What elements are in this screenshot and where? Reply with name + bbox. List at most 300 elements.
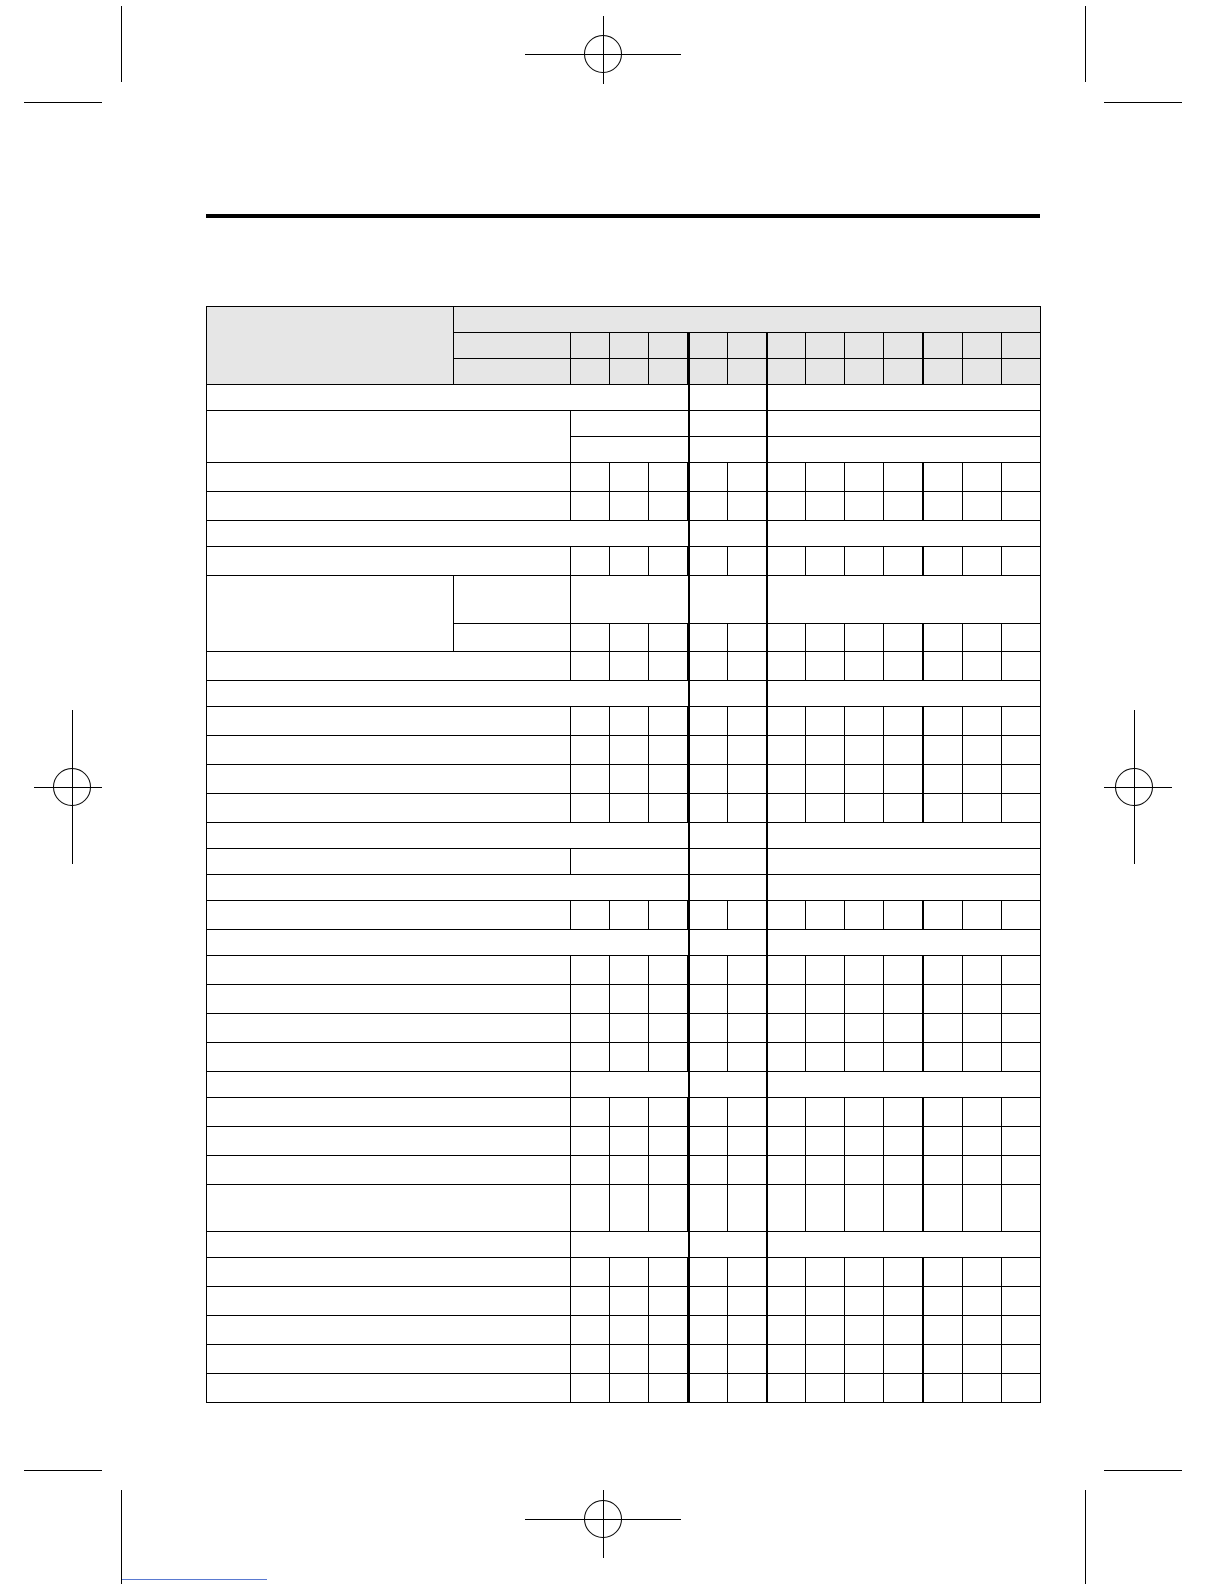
value-cell xyxy=(727,1184,767,1232)
value-cell xyxy=(766,462,806,492)
row-label-cell xyxy=(206,848,571,875)
value-cell xyxy=(883,623,923,652)
value-cell xyxy=(923,623,963,652)
row-label-cell xyxy=(206,764,571,794)
header-column-cell xyxy=(1001,358,1041,385)
value-cell xyxy=(688,1126,728,1156)
crop-mark-bottom-left-vertical xyxy=(121,1490,122,1584)
value-cell xyxy=(1001,1155,1041,1185)
value-cell xyxy=(727,735,767,765)
value-cell xyxy=(766,1184,806,1232)
value-cell xyxy=(570,462,610,492)
header-sublabel-cell xyxy=(453,358,571,385)
value-cell xyxy=(688,984,728,1014)
header-column-cell xyxy=(923,332,963,359)
value-cell xyxy=(805,651,845,681)
value-cell xyxy=(1001,623,1041,652)
row-label-cell xyxy=(206,410,571,463)
value-cell xyxy=(883,1042,923,1072)
value-cell xyxy=(923,793,963,823)
value-cell xyxy=(727,706,767,736)
value-cell xyxy=(883,1126,923,1156)
value-cell xyxy=(962,984,1002,1014)
value-cell xyxy=(1001,1097,1041,1127)
value-cell xyxy=(609,735,649,765)
value-cell xyxy=(570,1126,610,1156)
row-label-cell xyxy=(206,546,571,576)
value-cell xyxy=(727,651,767,681)
value-cell xyxy=(688,1257,728,1287)
section-heading-row xyxy=(206,822,1041,849)
value-cell xyxy=(844,546,884,576)
value-cell xyxy=(727,1315,767,1345)
header-column-cell xyxy=(727,358,767,385)
value-cell xyxy=(570,1257,610,1287)
value-cell xyxy=(1001,1042,1041,1072)
value-cell xyxy=(883,984,923,1014)
value-cell xyxy=(962,1315,1002,1345)
value-cell xyxy=(883,1373,923,1403)
value-cell xyxy=(844,462,884,492)
value-cell xyxy=(609,984,649,1014)
value-cell xyxy=(648,491,688,521)
value-cell xyxy=(883,706,923,736)
row-label-cell xyxy=(206,575,454,652)
header-column-cell xyxy=(688,358,728,385)
row-label-cell xyxy=(206,491,571,521)
value-cell xyxy=(609,1315,649,1345)
value-cell xyxy=(688,1097,728,1127)
value-cell xyxy=(923,1315,963,1345)
value-cell xyxy=(688,1315,728,1345)
value-cell xyxy=(923,1013,963,1043)
value-cell xyxy=(844,491,884,521)
value-cell xyxy=(688,1373,728,1403)
value-cell xyxy=(805,984,845,1014)
value-cell xyxy=(688,735,728,765)
value-cell xyxy=(962,900,1002,930)
value-cell xyxy=(844,1373,884,1403)
value-cell xyxy=(1001,462,1041,492)
value-cell xyxy=(962,546,1002,576)
section-heading-row xyxy=(206,680,1041,707)
value-cell xyxy=(648,1042,688,1072)
link-underline xyxy=(122,1579,267,1580)
row-label-cell xyxy=(206,1126,571,1156)
row-label-cell xyxy=(206,1373,571,1403)
value-cell xyxy=(766,1344,806,1374)
value-cell xyxy=(962,491,1002,521)
value-cell xyxy=(883,735,923,765)
header-column-cell xyxy=(923,358,963,385)
row-sublabel-cell xyxy=(453,575,571,624)
value-cell xyxy=(844,793,884,823)
value-cell xyxy=(805,735,845,765)
header-column-cell xyxy=(570,358,610,385)
table-title xyxy=(206,260,1040,290)
value-cell xyxy=(688,1286,728,1316)
value-cell xyxy=(1001,1013,1041,1043)
header-column-cell xyxy=(805,358,845,385)
row-label-cell xyxy=(206,706,571,736)
header-column-cell xyxy=(609,332,649,359)
value-cell xyxy=(727,1257,767,1287)
value-cell xyxy=(883,764,923,794)
registration-bottom-circle xyxy=(584,1500,622,1538)
value-cell xyxy=(688,1344,728,1374)
value-cell xyxy=(648,984,688,1014)
value-cell xyxy=(609,1286,649,1316)
value-cell xyxy=(648,1184,688,1232)
value-cell xyxy=(962,1286,1002,1316)
value-cell xyxy=(688,900,728,930)
value-cell xyxy=(962,462,1002,492)
value-cell xyxy=(844,1126,884,1156)
value-cell xyxy=(805,546,845,576)
value-cell xyxy=(1001,1126,1041,1156)
row-label-cell xyxy=(206,1184,571,1232)
value-cell xyxy=(1001,1286,1041,1316)
value-cell xyxy=(727,462,767,492)
row-label-cell xyxy=(206,1042,571,1072)
value-cell xyxy=(805,1344,845,1374)
row-label-cell xyxy=(206,735,571,765)
value-cell xyxy=(688,462,728,492)
value-cell xyxy=(688,955,728,985)
value-cell xyxy=(805,900,845,930)
value-cell xyxy=(648,1286,688,1316)
value-cell xyxy=(688,1155,728,1185)
value-cell xyxy=(1001,1344,1041,1374)
value-cell xyxy=(844,651,884,681)
value-cell xyxy=(923,764,963,794)
value-cell xyxy=(609,1097,649,1127)
value-cell xyxy=(923,955,963,985)
value-cell xyxy=(609,900,649,930)
value-cell xyxy=(844,1155,884,1185)
value-cell xyxy=(923,1373,963,1403)
value-cell xyxy=(766,735,806,765)
spanned-value-cell xyxy=(570,848,1041,875)
value-cell xyxy=(883,955,923,985)
value-cell xyxy=(609,1013,649,1043)
value-cell xyxy=(962,1013,1002,1043)
row-sublabel-cell xyxy=(453,623,571,652)
value-cell xyxy=(570,1286,610,1316)
value-cell xyxy=(883,1344,923,1374)
value-cell xyxy=(648,546,688,576)
value-cell xyxy=(844,1013,884,1043)
value-cell xyxy=(648,1373,688,1403)
row-label-cell xyxy=(206,1097,571,1127)
crop-mark-bottom-left-horizontal xyxy=(24,1470,102,1471)
value-cell xyxy=(962,651,1002,681)
header-column-cell xyxy=(648,358,688,385)
value-cell xyxy=(766,1257,806,1287)
value-cell xyxy=(766,491,806,521)
value-cell xyxy=(962,1344,1002,1374)
row-label-cell xyxy=(206,1315,571,1345)
value-cell xyxy=(609,1126,649,1156)
value-cell xyxy=(570,1373,610,1403)
value-cell xyxy=(727,793,767,823)
spanned-value-cell xyxy=(570,1231,1041,1258)
value-cell xyxy=(962,1257,1002,1287)
registration-left-circle xyxy=(53,768,91,806)
value-cell xyxy=(1001,491,1041,521)
value-cell xyxy=(844,735,884,765)
value-cell xyxy=(1001,651,1041,681)
value-cell xyxy=(648,462,688,492)
value-cell xyxy=(1001,793,1041,823)
value-cell xyxy=(570,1042,610,1072)
row-label-cell xyxy=(206,1344,571,1374)
value-cell xyxy=(648,955,688,985)
value-cell xyxy=(805,1155,845,1185)
value-cell xyxy=(766,1013,806,1043)
value-cell xyxy=(805,1257,845,1287)
value-cell xyxy=(766,623,806,652)
value-cell xyxy=(1001,764,1041,794)
registration-top-circle xyxy=(584,35,622,73)
value-cell xyxy=(648,623,688,652)
value-cell xyxy=(727,623,767,652)
value-cell xyxy=(609,1155,649,1185)
value-cell xyxy=(570,1013,610,1043)
value-cell xyxy=(648,793,688,823)
value-cell xyxy=(570,955,610,985)
header-column-cell xyxy=(883,332,923,359)
header-column-cell xyxy=(844,358,884,385)
value-cell xyxy=(727,1042,767,1072)
section-heading-row xyxy=(206,520,1041,547)
spanned-value-cell xyxy=(570,1071,1041,1098)
value-cell xyxy=(727,1344,767,1374)
value-cell xyxy=(883,491,923,521)
value-cell xyxy=(883,1013,923,1043)
section-heading-row xyxy=(206,384,1041,411)
value-cell xyxy=(805,1126,845,1156)
value-cell xyxy=(923,735,963,765)
value-cell xyxy=(727,1286,767,1316)
value-cell xyxy=(844,764,884,794)
row-label-cell xyxy=(206,793,571,823)
value-cell xyxy=(844,1097,884,1127)
value-cell xyxy=(923,1257,963,1287)
value-cell xyxy=(688,793,728,823)
value-cell xyxy=(609,623,649,652)
header-column-cell xyxy=(962,358,1002,385)
value-cell xyxy=(923,651,963,681)
value-cell xyxy=(805,1373,845,1403)
header-column-cell xyxy=(727,332,767,359)
value-cell xyxy=(570,900,610,930)
value-cell xyxy=(648,1097,688,1127)
value-cell xyxy=(688,1184,728,1232)
value-cell xyxy=(570,1315,610,1345)
value-cell xyxy=(766,1126,806,1156)
value-cell xyxy=(648,1013,688,1043)
value-cell xyxy=(766,1042,806,1072)
value-cell xyxy=(609,793,649,823)
value-cell xyxy=(805,1286,845,1316)
value-cell xyxy=(883,793,923,823)
value-cell xyxy=(923,706,963,736)
row-label-cell xyxy=(206,1071,571,1098)
row-label-cell xyxy=(206,955,571,985)
value-cell xyxy=(923,491,963,521)
value-cell xyxy=(883,900,923,930)
value-cell xyxy=(766,1097,806,1127)
value-cell xyxy=(1001,735,1041,765)
value-cell xyxy=(1001,1315,1041,1345)
value-cell xyxy=(648,1155,688,1185)
row-label-cell xyxy=(206,1257,571,1287)
value-cell xyxy=(844,1315,884,1345)
page-title xyxy=(206,180,1040,210)
value-cell xyxy=(962,1184,1002,1232)
header-column-cell xyxy=(844,332,884,359)
value-cell xyxy=(1001,984,1041,1014)
value-cell xyxy=(962,623,1002,652)
spanned-value-cell xyxy=(570,410,1041,437)
value-cell xyxy=(727,1155,767,1185)
value-cell xyxy=(923,984,963,1014)
header-column-cell xyxy=(766,358,806,385)
value-cell xyxy=(570,1097,610,1127)
section-heading-row xyxy=(206,929,1041,956)
value-cell xyxy=(923,1155,963,1185)
value-cell xyxy=(648,900,688,930)
value-cell xyxy=(844,706,884,736)
value-cell xyxy=(727,491,767,521)
value-cell xyxy=(609,1042,649,1072)
value-cell xyxy=(570,706,610,736)
value-cell xyxy=(648,651,688,681)
value-cell xyxy=(570,1155,610,1185)
value-cell xyxy=(844,1286,884,1316)
header-corner-cell xyxy=(206,306,454,385)
value-cell xyxy=(1001,1184,1041,1232)
value-cell xyxy=(688,546,728,576)
value-cell xyxy=(805,1042,845,1072)
value-cell xyxy=(648,764,688,794)
row-label-cell xyxy=(206,984,571,1014)
value-cell xyxy=(609,764,649,794)
value-cell xyxy=(570,764,610,794)
value-cell xyxy=(883,546,923,576)
value-cell xyxy=(923,1286,963,1316)
spanned-value-cell xyxy=(570,575,1041,624)
column-group-divider xyxy=(766,332,768,1402)
value-cell xyxy=(1001,1373,1041,1403)
value-cell xyxy=(962,735,1002,765)
crop-mark-top-left-horizontal xyxy=(24,102,102,103)
value-cell xyxy=(923,546,963,576)
value-cell xyxy=(609,1184,649,1232)
crop-mark-top-right-horizontal xyxy=(1104,102,1182,103)
value-cell xyxy=(962,1155,1002,1185)
row-label-cell xyxy=(206,462,571,492)
header-group-cell xyxy=(453,306,1041,333)
value-cell xyxy=(688,651,728,681)
header-column-cell xyxy=(1001,332,1041,359)
value-cell xyxy=(727,1126,767,1156)
value-cell xyxy=(962,706,1002,736)
value-cell xyxy=(962,1042,1002,1072)
value-cell xyxy=(727,546,767,576)
value-cell xyxy=(766,1315,806,1345)
value-cell xyxy=(609,491,649,521)
value-cell xyxy=(570,546,610,576)
value-cell xyxy=(883,1155,923,1185)
value-cell xyxy=(805,1315,845,1345)
value-cell xyxy=(883,1315,923,1345)
value-cell xyxy=(923,1344,963,1374)
value-cell xyxy=(805,1097,845,1127)
value-cell xyxy=(883,1286,923,1316)
value-cell xyxy=(609,706,649,736)
value-cell xyxy=(923,1184,963,1232)
value-cell xyxy=(883,1184,923,1232)
value-cell xyxy=(766,955,806,985)
row-label-cell xyxy=(206,1286,571,1316)
value-cell xyxy=(883,1097,923,1127)
value-cell xyxy=(844,955,884,985)
section-heading-row xyxy=(206,874,1041,901)
value-cell xyxy=(727,984,767,1014)
value-cell xyxy=(805,1013,845,1043)
title-rule xyxy=(206,214,1040,218)
value-cell xyxy=(648,1344,688,1374)
value-cell xyxy=(648,1315,688,1345)
value-cell xyxy=(844,1184,884,1232)
row-label-cell xyxy=(206,1013,571,1043)
value-cell xyxy=(805,1184,845,1232)
value-cell xyxy=(923,1126,963,1156)
value-cell xyxy=(727,900,767,930)
value-cell xyxy=(727,1373,767,1403)
value-cell xyxy=(570,491,610,521)
value-cell xyxy=(766,764,806,794)
crop-mark-top-right-vertical xyxy=(1085,6,1086,82)
header-column-cell xyxy=(962,332,1002,359)
value-cell xyxy=(609,462,649,492)
value-cell xyxy=(1001,706,1041,736)
value-cell xyxy=(883,651,923,681)
row-label-cell xyxy=(206,900,571,930)
value-cell xyxy=(570,1344,610,1374)
header-column-cell xyxy=(883,358,923,385)
row-label-cell xyxy=(206,1155,571,1185)
spanned-value-cell xyxy=(570,436,1041,463)
value-cell xyxy=(923,462,963,492)
value-cell xyxy=(648,1126,688,1156)
crop-mark-bottom-right-vertical xyxy=(1085,1490,1086,1584)
value-cell xyxy=(923,900,963,930)
value-cell xyxy=(805,462,845,492)
value-cell xyxy=(688,764,728,794)
value-cell xyxy=(570,623,610,652)
value-cell xyxy=(609,1257,649,1287)
header-column-cell xyxy=(570,332,610,359)
value-cell xyxy=(688,1042,728,1072)
value-cell xyxy=(805,793,845,823)
value-cell xyxy=(844,900,884,930)
value-cell xyxy=(570,651,610,681)
value-cell xyxy=(688,623,728,652)
value-cell xyxy=(570,735,610,765)
